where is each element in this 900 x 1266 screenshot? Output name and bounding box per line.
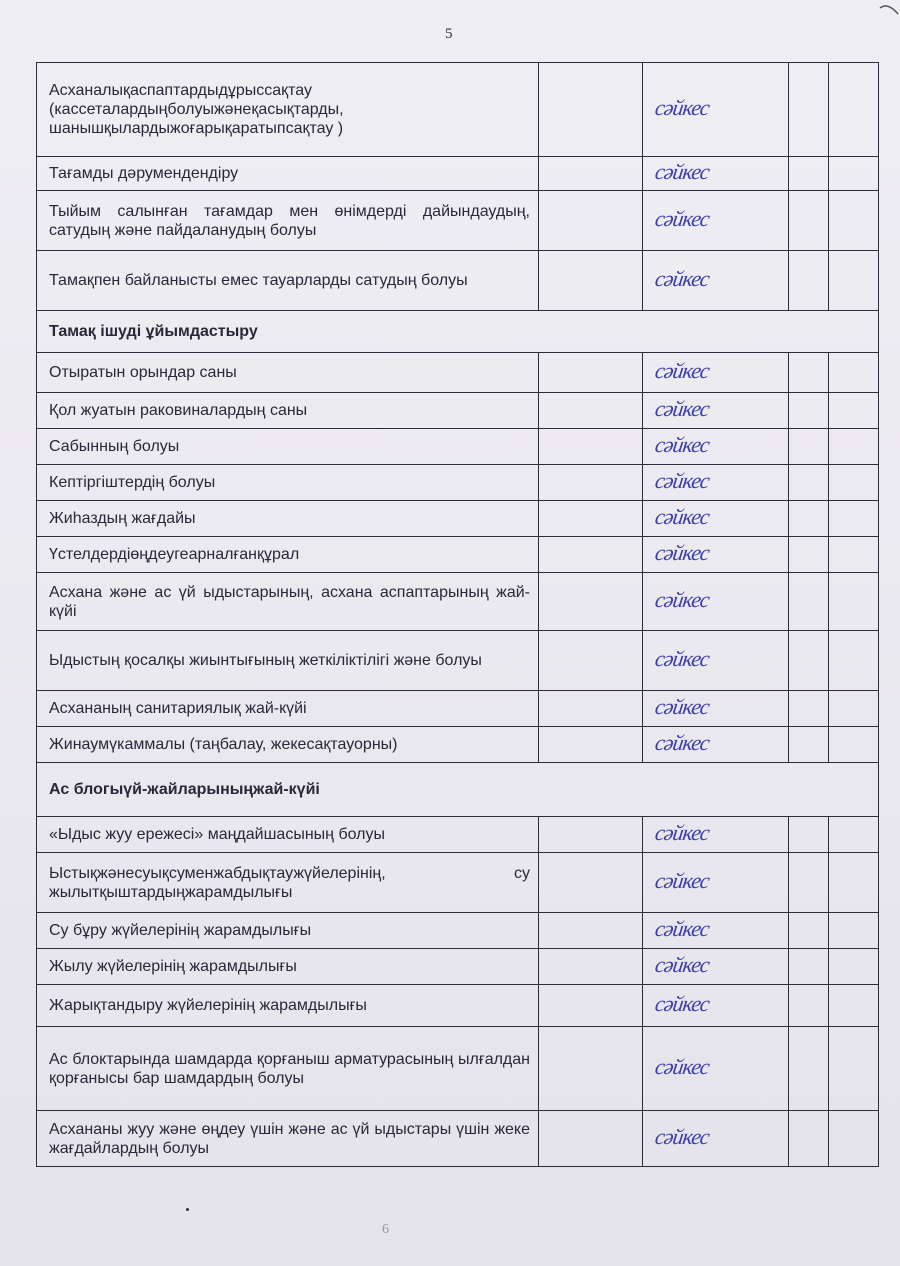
empty-cell (539, 727, 643, 763)
empty-cell (539, 573, 643, 631)
empty-cell (829, 191, 879, 251)
handwritten-mark: сәйкес (653, 159, 711, 184)
handwritten-mark: сәйкес (653, 730, 711, 755)
compliance-cell (643, 949, 789, 985)
empty-cell (789, 573, 829, 631)
criterion-label: Ас блоктарында шамдарда қорғаныш арматурасының ылғалдан қорғанысы бар шамдардың болуы (37, 1027, 539, 1111)
criterion-label: Жылу жүйелерінің жарамдылығы (37, 949, 539, 985)
table-row (37, 913, 879, 949)
empty-cell (789, 63, 829, 157)
compliance-cell (643, 631, 789, 691)
criterion-label: Отыратын орындар саны (37, 353, 539, 393)
criterion-label: Сабынның болуы (37, 429, 539, 465)
handwritten-mark: сәйкес (653, 504, 711, 529)
empty-cell (829, 501, 879, 537)
handwritten-mark: сәйкес (653, 868, 711, 893)
empty-cell (829, 537, 879, 573)
compliance-cell (643, 817, 789, 853)
table-row (37, 1027, 879, 1111)
empty-cell (539, 949, 643, 985)
next-page-number: 6 (382, 1222, 389, 1237)
handwritten-mark: сәйкес (653, 916, 711, 941)
handwritten-mark: сәйкес (653, 206, 711, 231)
empty-cell (829, 985, 879, 1027)
criterion-label: Тағамды дәрумендендіру (37, 157, 539, 191)
empty-cell (829, 63, 879, 157)
table-row (37, 1111, 879, 1167)
table-row (37, 251, 879, 311)
handwritten-mark: сәйкес (653, 952, 711, 977)
compliance-cell (643, 501, 789, 537)
compliance-cell (643, 1027, 789, 1111)
empty-cell (829, 1111, 879, 1167)
empty-cell (829, 913, 879, 949)
empty-cell (789, 157, 829, 191)
handwritten-mark: сәйкес (653, 1054, 711, 1079)
table-row (37, 853, 879, 913)
empty-cell (829, 631, 879, 691)
compliance-cell (643, 465, 789, 501)
empty-cell (829, 853, 879, 913)
empty-cell (829, 251, 879, 311)
compliance-cell (643, 537, 789, 573)
empty-cell (539, 251, 643, 311)
empty-cell (789, 853, 829, 913)
handwritten-mark: сәйкес (653, 266, 711, 291)
compliance-cell (643, 913, 789, 949)
compliance-cell (643, 157, 789, 191)
empty-cell (789, 465, 829, 501)
empty-cell (539, 985, 643, 1027)
table-row (37, 573, 879, 631)
compliance-cell (643, 573, 789, 631)
compliance-cell (643, 63, 789, 157)
empty-cell (789, 817, 829, 853)
compliance-cell (643, 393, 789, 429)
criterion-label: Тамақпен байланысты емес тауарларды сатудың болуы (37, 251, 539, 311)
empty-cell (539, 1111, 643, 1167)
empty-cell (789, 1027, 829, 1111)
criterion-label: Қол жуатын раковиналардың саны (37, 393, 539, 429)
empty-cell (789, 251, 829, 311)
empty-cell (539, 393, 643, 429)
criterion-label: Ыдыстың қосалқы жиынтығының жеткіліктілігі және болуы (37, 631, 539, 691)
handwritten-mark: сәйкес (653, 358, 711, 383)
criterion-label: Асхана және ас үй ыдыстарының, асхана аспаптарының жай-күйі (37, 573, 539, 631)
empty-cell (829, 817, 879, 853)
empty-cell (789, 913, 829, 949)
compliance-cell (643, 353, 789, 393)
empty-cell (789, 393, 829, 429)
criterion-label: Үстелдердіөңдеугеарналғанқұрал (37, 537, 539, 573)
criterion-label: Жарықтандыру жүйелерінің жарамдылығы (37, 985, 539, 1027)
table-row (37, 817, 879, 853)
empty-cell (539, 1027, 643, 1111)
empty-cell (789, 1111, 829, 1167)
empty-cell (539, 537, 643, 573)
criterion-label: Су бұру жүйелерінің жарамдылығы (37, 913, 539, 949)
empty-cell (539, 191, 643, 251)
empty-cell (789, 949, 829, 985)
compliance-cell (643, 251, 789, 311)
section-heading: Ас блогыүй-жайларыныңжай-күйі (37, 763, 879, 817)
section-row (37, 311, 879, 353)
criterion-label: Асханалықаспаптардыдұрыссақтау (кассеталардыңболуыжәнеқасықтарды, шанышқылардыжоғарықаратыпсақтау ) (37, 63, 539, 157)
ink-dot (186, 1208, 189, 1211)
handwritten-mark: сәйкес (653, 95, 711, 120)
page-number: 5 (445, 26, 453, 42)
compliance-cell (643, 727, 789, 763)
handwritten-mark: сәйкес (653, 646, 711, 671)
criterion-label: Кептіргіштердің болуы (37, 465, 539, 501)
criterion-label: Жинаумүкаммалы (таңбалау, жекесақтауорны) (37, 727, 539, 763)
compliance-cell (643, 853, 789, 913)
empty-cell (829, 157, 879, 191)
empty-cell (829, 727, 879, 763)
table-row (37, 353, 879, 393)
empty-cell (539, 157, 643, 191)
empty-cell (789, 429, 829, 465)
empty-cell (539, 501, 643, 537)
table-row (37, 691, 879, 727)
table-row (37, 985, 879, 1027)
empty-cell (829, 949, 879, 985)
empty-cell (789, 631, 829, 691)
criterion-label: Ыстықжәнесуықсуменжабдықтаужүйелерінің, су жылытқыштардыңжарамдылығы (37, 853, 539, 913)
empty-cell (789, 191, 829, 251)
table-row (37, 157, 879, 191)
criterion-label: Асхананың санитариялық жай-күйі (37, 691, 539, 727)
criterion-label: Тыйым салынған тағамдар мен өнімдерді дайындаудың, сатудың және пайдаланудың болуы (37, 191, 539, 251)
handwritten-mark: сәйкес (653, 694, 711, 719)
table-row (37, 393, 879, 429)
handwritten-mark: сәйкес (653, 991, 711, 1016)
section-heading: Тамақ ішуді ұйымдастыру (37, 311, 879, 353)
empty-cell (789, 691, 829, 727)
empty-cell (829, 393, 879, 429)
empty-cell (829, 573, 879, 631)
table-row (37, 949, 879, 985)
empty-cell (829, 691, 879, 727)
table-row (37, 727, 879, 763)
empty-cell (539, 913, 643, 949)
compliance-cell (643, 1111, 789, 1167)
empty-cell (539, 465, 643, 501)
corner-pen-stroke (878, 0, 900, 22)
table-row (37, 191, 879, 251)
compliance-cell (643, 985, 789, 1027)
handwritten-mark: сәйкес (653, 1124, 711, 1149)
table-row (37, 429, 879, 465)
compliance-cell (643, 429, 789, 465)
empty-cell (829, 429, 879, 465)
criterion-label: Жиһаздың жағдайы (37, 501, 539, 537)
empty-cell (789, 537, 829, 573)
table-row (37, 501, 879, 537)
handwritten-mark: сәйкес (653, 820, 711, 845)
table-row (37, 465, 879, 501)
table-row (37, 63, 879, 157)
handwritten-mark: сәйкес (653, 396, 711, 421)
empty-cell (789, 985, 829, 1027)
handwritten-mark: сәйкес (653, 587, 711, 612)
compliance-cell (643, 691, 789, 727)
empty-cell (539, 631, 643, 691)
table-row (37, 537, 879, 573)
empty-cell (539, 691, 643, 727)
empty-cell (789, 727, 829, 763)
empty-cell (829, 353, 879, 393)
compliance-cell (643, 191, 789, 251)
empty-cell (539, 429, 643, 465)
criterion-label: Асхананы жуу және өңдеу үшін және ас үй ыдыстары үшін жеке жағдайлардың болуы (37, 1111, 539, 1167)
handwritten-mark: сәйкес (653, 432, 711, 457)
handwritten-mark: сәйкес (653, 540, 711, 565)
table-row (37, 631, 879, 691)
empty-cell (539, 817, 643, 853)
empty-cell (539, 353, 643, 393)
handwritten-mark: сәйкес (653, 468, 711, 493)
empty-cell (539, 63, 643, 157)
section-row (37, 763, 879, 817)
empty-cell (829, 1027, 879, 1111)
empty-cell (789, 501, 829, 537)
empty-cell (829, 465, 879, 501)
empty-cell (789, 353, 829, 393)
empty-cell (539, 853, 643, 913)
criterion-label: «Ыдыс жуу ережесі» маңдайшасының болуы (37, 817, 539, 853)
checklist-table (36, 62, 879, 1167)
